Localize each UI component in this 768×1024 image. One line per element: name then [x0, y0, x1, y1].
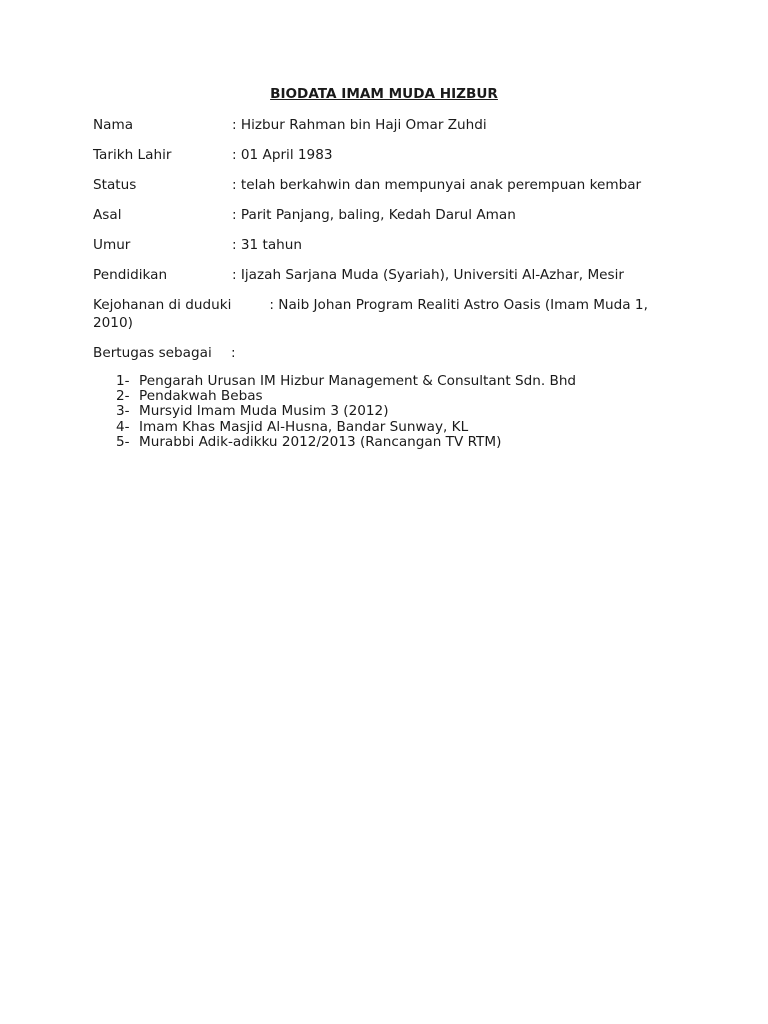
field-value: : 31 tahun	[232, 237, 303, 253]
field-value: : Parit Panjang, baling, Kedah Darul Aman	[232, 207, 516, 223]
list-number: 3-	[116, 403, 130, 420]
field-value: : Naib Johan Program Realiti Astro Oasis (Imam Muda 1,	[269, 297, 648, 313]
list-number: 1-	[116, 373, 130, 389]
field-label: Pendidikan	[93, 267, 168, 283]
list-number: 5-	[116, 433, 130, 450]
field-label: Tarikh Lahir	[93, 147, 172, 163]
list-text: Pendakwah Bebas	[139, 388, 263, 405]
list-text: Imam Khas Masjid Al-Husna, Bandar Sunway, KL	[139, 418, 469, 435]
list-item	[116, 389, 576, 404]
list-number: 2-	[116, 388, 130, 405]
list-text: Pengarah Urusan IM Hizbur Management & Consultant Sdn. Bhd	[139, 373, 577, 389]
field-label: Kejohanan di duduki	[93, 297, 232, 313]
field-value: : telah berkahwin dan mempunyai anak perempuan kembar	[232, 177, 642, 193]
field-label: Bertugas sebagai	[93, 345, 212, 361]
document-title: BIODATA IMAM MUDA HIZBUR	[270, 86, 498, 102]
list-text: Mursyid Imam Muda Musim 3 (2012)	[139, 403, 389, 420]
field-value-continuation: 2010)	[93, 315, 133, 331]
field-label: Umur	[93, 237, 131, 253]
list-number: 4-	[116, 418, 130, 435]
list-item	[116, 435, 576, 450]
list-text: Murabbi Adik-adikku 2012/2013 (Rancangan TV RTM)	[139, 433, 502, 450]
field-label: Asal	[93, 207, 122, 223]
field-value: : Hizbur Rahman bin Haji Omar Zuhdi	[232, 117, 487, 133]
field-colon: :	[231, 345, 236, 361]
list-item	[116, 420, 576, 435]
list-item	[116, 374, 576, 389]
duties-list	[116, 374, 576, 450]
field-kejohanan	[93, 296, 693, 332]
field-value: : Ijazah Sarjana Muda (Syariah), Universiti Al-Azhar, Mesir	[232, 267, 624, 283]
field-label: Status	[93, 177, 137, 193]
field-value: : 01 April 1983	[232, 147, 333, 163]
field-label: Nama	[93, 117, 134, 133]
list-item	[116, 404, 576, 419]
